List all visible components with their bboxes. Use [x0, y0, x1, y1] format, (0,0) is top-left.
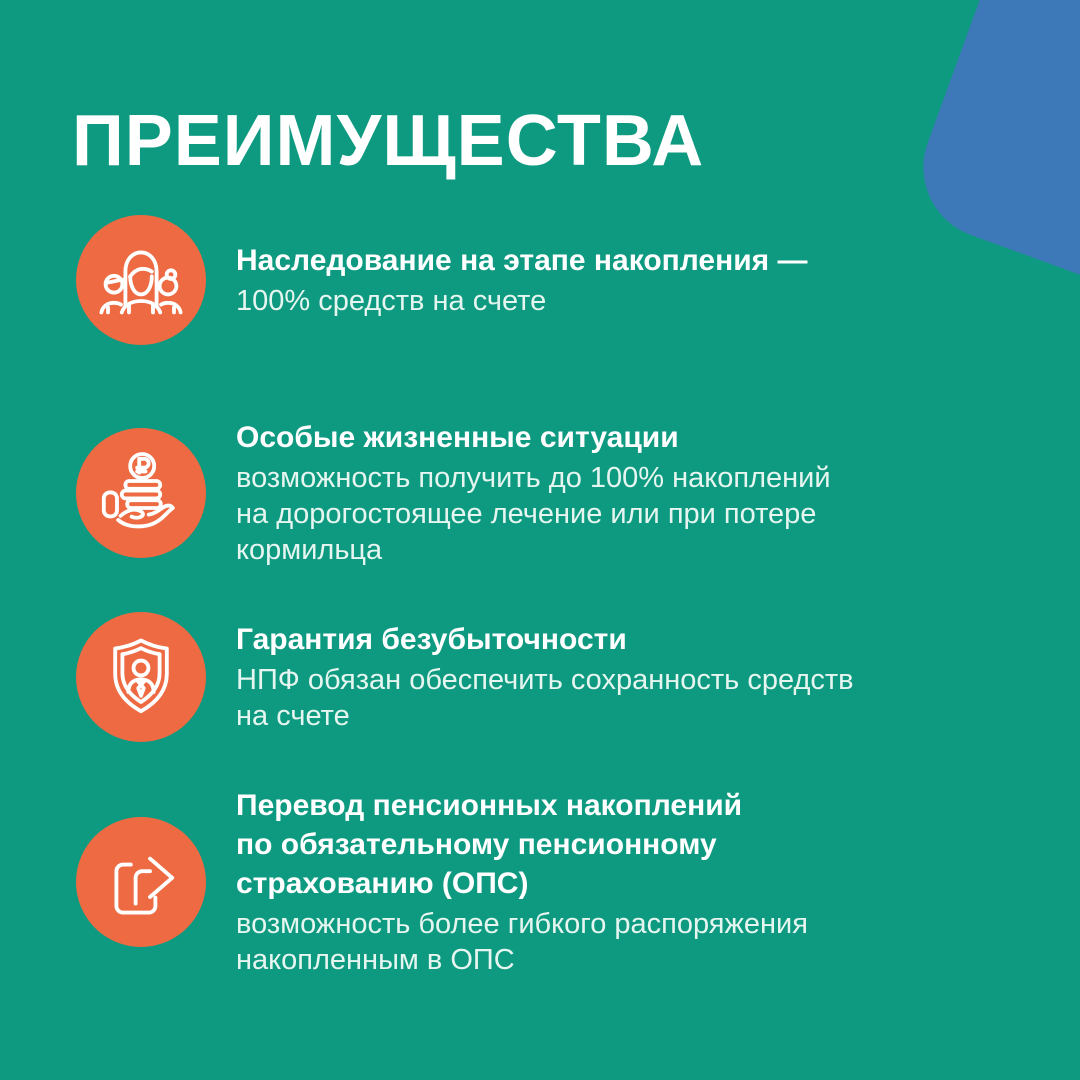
corner-accent-shape [903, 0, 1080, 402]
benefit-text [236, 241, 808, 319]
transfer-arrow-icon [76, 817, 206, 947]
benefit-title-line: Гарантия безубыточности [236, 623, 627, 656]
benefit-item-guarantee [76, 612, 854, 742]
benefit-body-line: на дорогостоящее лечение или при потере [236, 498, 817, 530]
hand-coins-ruble-icon-svg [93, 445, 189, 541]
benefit-description [236, 460, 831, 568]
benefit-text [236, 620, 854, 734]
benefit-title-line: Особые жизненные ситуации [236, 421, 679, 454]
benefit-body-line: на счете [236, 700, 350, 732]
benefit-body-line: 100% средств на счете [236, 285, 547, 317]
benefit-body-line: НПФ обязан обеспечить сохранность средств [236, 664, 854, 696]
benefit-item-transfer [76, 786, 808, 978]
benefit-description [236, 662, 854, 734]
benefit-description [236, 283, 808, 319]
benefit-title [236, 418, 831, 457]
page-title: ПРЕИМУЩЕСТВА [72, 101, 705, 182]
benefit-title-line: страхованию (ОПС) [236, 867, 529, 900]
hand-coins-ruble-icon [76, 428, 206, 558]
benefit-item-life-situations [76, 418, 831, 568]
benefit-title-line: по обязательному пенсионному [236, 828, 717, 861]
people-group-icon [76, 215, 206, 345]
benefit-item-inheritance [76, 215, 808, 345]
benefit-title-line: Перевод пенсионных накоплений [236, 789, 743, 822]
benefit-title [236, 620, 854, 659]
transfer-arrow-icon-svg [93, 834, 189, 930]
benefit-body-line: возможность более гибкого распоряжения [236, 908, 808, 940]
benefit-text [236, 786, 808, 978]
benefit-body-line: возможность получить до 100% накоплений [236, 462, 831, 494]
people-group-icon-svg [93, 232, 189, 328]
benefit-text [236, 418, 831, 568]
benefit-body-line: накопленным в ОПС [236, 944, 515, 976]
benefit-body-line: кормильца [236, 534, 383, 566]
benefit-title-line: Наследование на этапе накопления — [236, 244, 808, 277]
benefit-title [236, 786, 808, 903]
benefit-description [236, 906, 808, 978]
shield-person-icon [76, 612, 206, 742]
shield-person-icon-svg [93, 629, 189, 725]
benefit-title [236, 241, 808, 280]
